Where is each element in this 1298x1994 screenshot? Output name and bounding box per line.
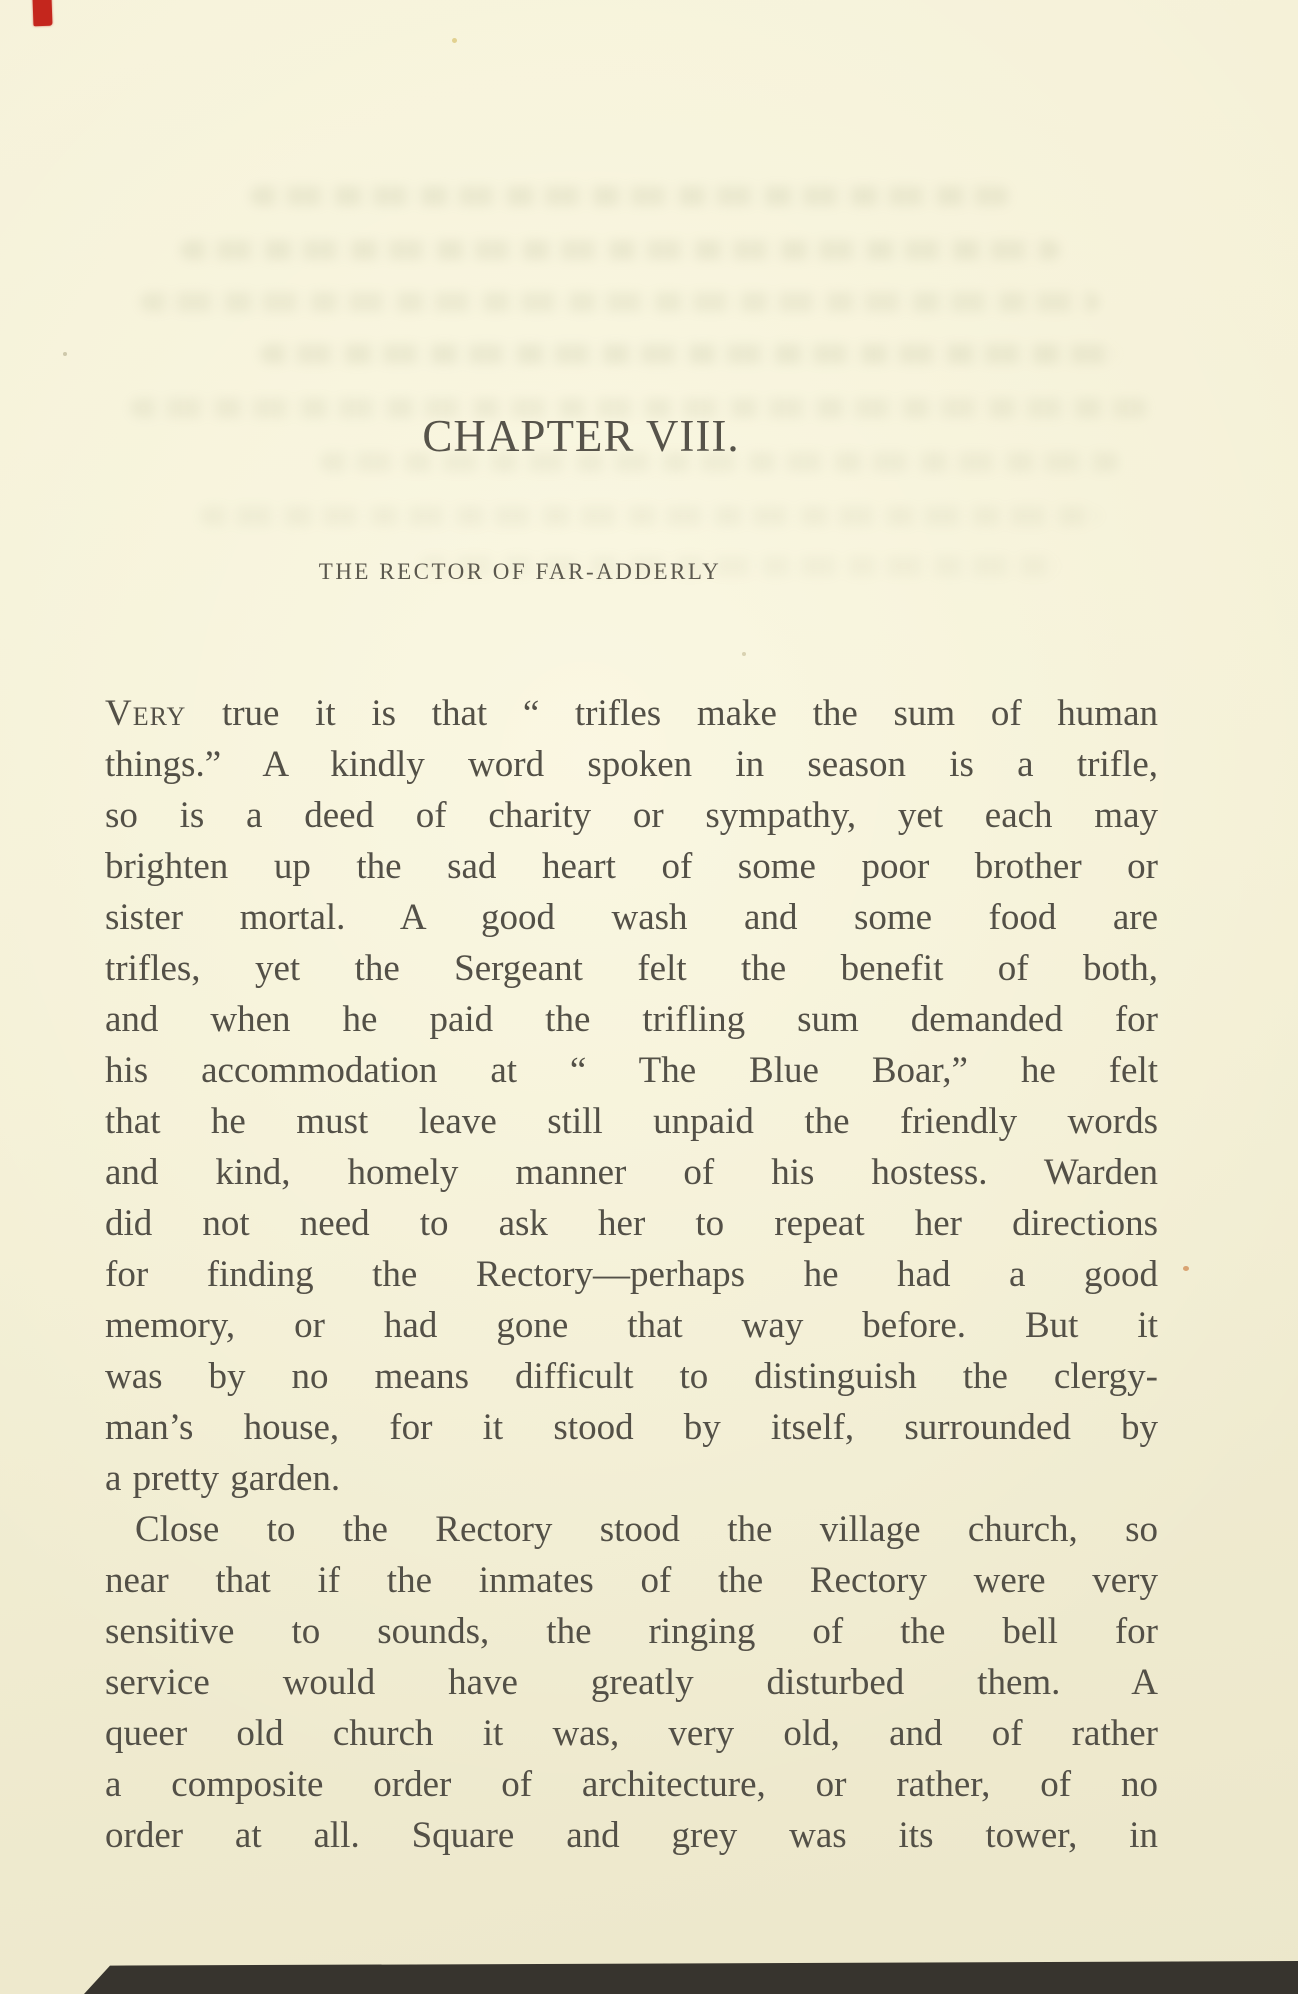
scanner-edge-band	[84, 1961, 1298, 1994]
body-line: sensitive to sounds, the ringing of the bell for	[105, 1611, 1158, 1652]
chapter-heading: CHAPTER VIII.	[422, 411, 740, 461]
paper-speck	[63, 352, 67, 356]
body-line: trifles, yet the Sergeant felt the benefit of both,	[105, 948, 1158, 989]
body-line: things.” A kindly word spoken in season is a trifle,	[105, 744, 1158, 785]
body-line: for finding the Rectory—perhaps he had a good	[105, 1254, 1158, 1295]
body-line-text: true it is that “ trifles make the sum of human	[186, 693, 1158, 734]
lead-word: Very	[105, 693, 187, 734]
paper-speck	[742, 652, 746, 656]
paper-speck	[1183, 1266, 1189, 1271]
body-line: so is a deed of charity or sympathy, yet each may	[105, 795, 1158, 836]
body-line: near that if the inmates of the Rectory were very	[105, 1560, 1158, 1601]
paper-speck	[452, 38, 457, 43]
red-ink-mark	[32, 0, 52, 26]
bleed-through-line	[200, 506, 1100, 526]
body-line: that he must leave still unpaid the friendly words	[105, 1101, 1158, 1142]
body-line: queer old church it was, very old, and of rather	[105, 1713, 1158, 1754]
body-line: and kind, homely manner of his hostess. Warden	[105, 1152, 1158, 1193]
body-line: a pretty garden.	[105, 1458, 341, 1499]
bleed-through-line	[180, 240, 1060, 260]
bleed-through-line	[140, 292, 1100, 312]
body-line: memory, or had gone that way before. But it	[105, 1305, 1158, 1346]
body-line: and when he paid the trifling sum demanded for	[105, 999, 1158, 1040]
bleed-through-line	[250, 186, 1010, 206]
body-line: brighten up the sad heart of some poor brother or	[105, 846, 1158, 887]
body-line: did not need to ask her to repeat her directions	[105, 1203, 1158, 1244]
body-line: order at all. Square and grey was its tower, in	[105, 1815, 1158, 1856]
body-line: man’s house, for it stood by itself, surrounded by	[105, 1407, 1158, 1448]
body-line: was by no means difficult to distinguish the clergy-	[105, 1356, 1158, 1397]
body-line: sister mortal. A good wash and some food are	[105, 897, 1158, 938]
body-line	[105, 688, 1158, 739]
body-text	[105, 688, 1158, 1861]
body-line: a composite order of architecture, or rather, of no	[105, 1764, 1158, 1805]
body-line: his accommodation at “ The Blue Boar,” he felt	[105, 1050, 1158, 1091]
body-line: Close to the Rectory stood the village church, so	[135, 1509, 1158, 1550]
body-line: service would have greatly disturbed them. A	[105, 1662, 1158, 1703]
bleed-through-line	[260, 344, 1120, 364]
chapter-subtitle: THE RECTOR OF FAR-ADDERLY	[318, 559, 722, 584]
